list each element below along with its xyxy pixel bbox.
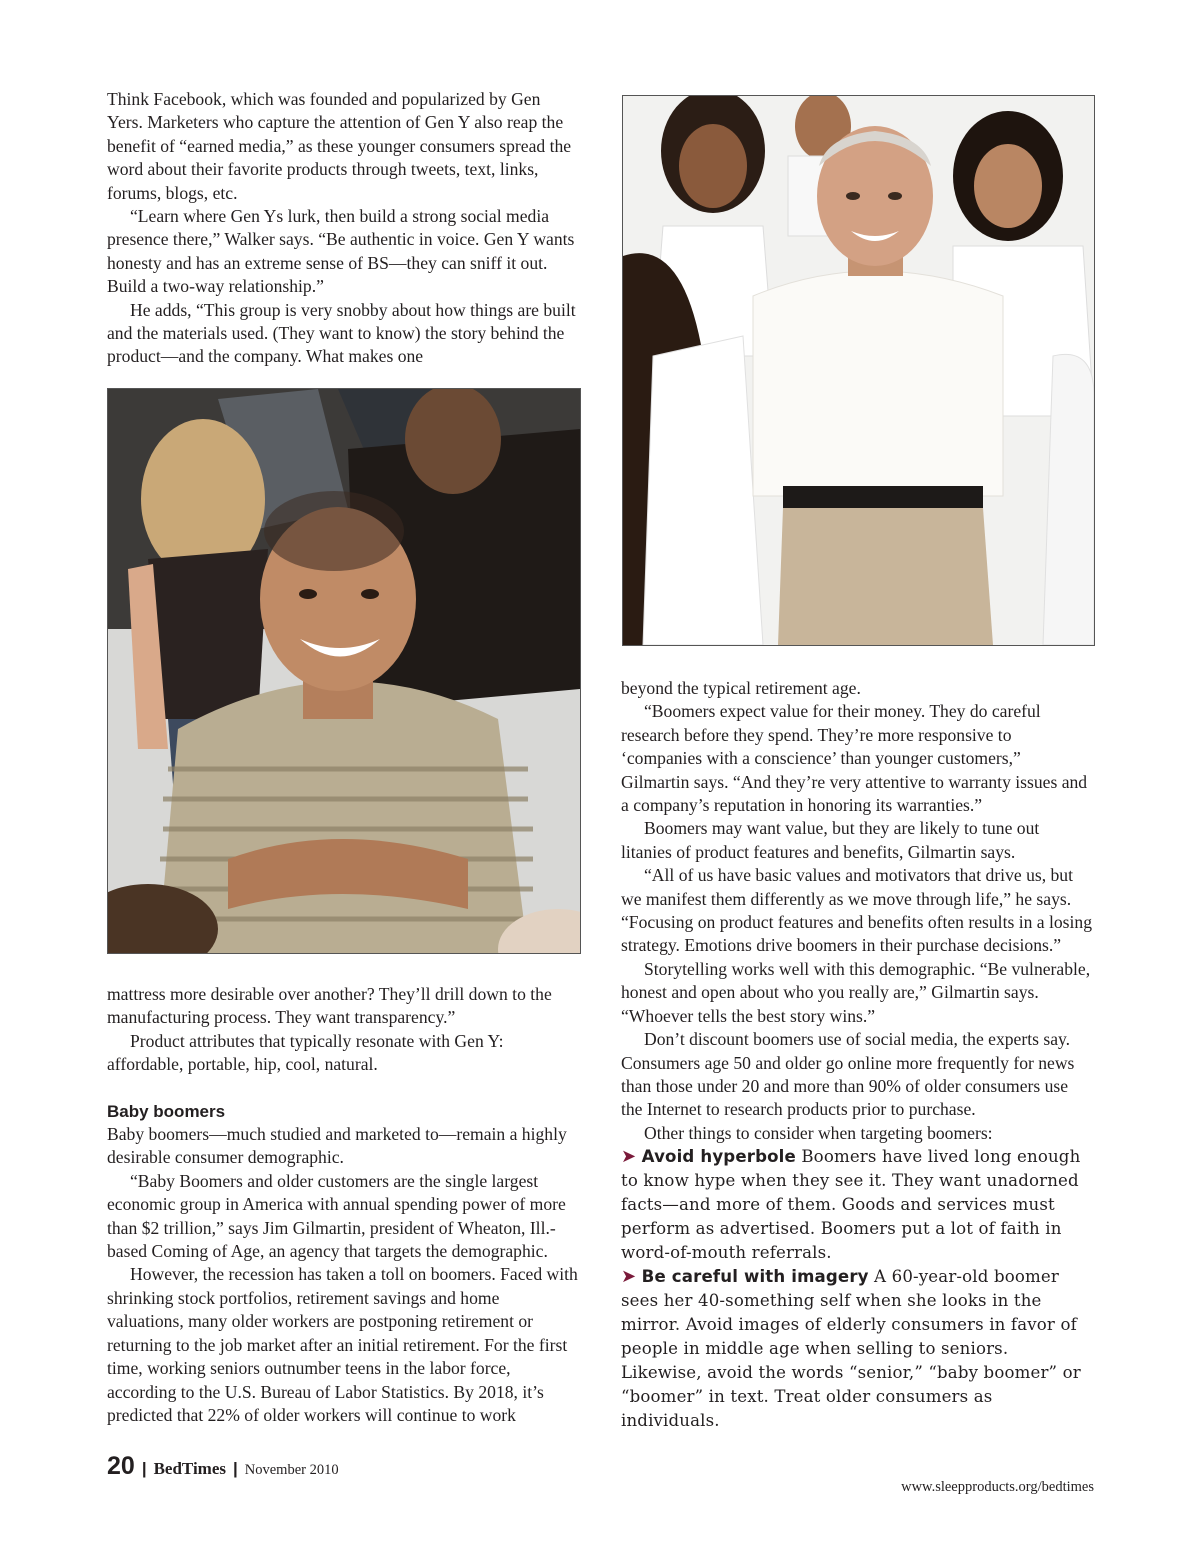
left-column-bottom-text [107, 983, 579, 1427]
tip-careful-imagery [621, 1265, 1093, 1433]
paragraph: Think Facebook, which was founded and popularized by Gen Yers. Marketers who capture the attention of Gen Y also reap the benefit of “earned media,” as these younger consumers spread the word about their favorite products through tweets, text, links, forums, blogs, etc. [107, 89, 572, 203]
paragraph: “All of us have basic values and motivators that drive us, but we manifest them differently as we move through life,” he says. “Focusing on product features and benefits often results in a losing strategy. Emotions drive boomers in their purchase decisions.” [621, 865, 1093, 956]
paragraph: Other things to consider when targeting boomers: [644, 1122, 993, 1143]
footer-separator: | [233, 1459, 238, 1478]
tip-text: A 60-year-old boomer sees her 40-something self when she looks in the mirror. Avoid images of elderly consumers in favor of people in middle age when selling to seniors. Likewise, avoid the words “senior,” “baby boomer” or “boomer” in text. Treat older consumers as individuals. [621, 1267, 1081, 1431]
section-heading: Baby boomers [107, 1101, 226, 1121]
issue-date: November 2010 [244, 1462, 339, 1478]
page-footer [107, 1452, 339, 1482]
website-url: www.sleepproducts.org/bedtimes [901, 1479, 1094, 1495]
footer-separator: | [141, 1459, 147, 1478]
left-column-top-text [107, 88, 579, 369]
tip-text: Boomers have lived long enough to know hype when they see it. They want unadorned facts—and more of them. Goods and services must perform as advertised. Boomers put a lot of faith in word-of-mouth referrals. [621, 1147, 1081, 1263]
tip-lead: Avoid hyperbole [641, 1147, 796, 1167]
tip-lead: Be careful with imagery [641, 1267, 869, 1287]
paragraph: Baby boomers—much studied and marketed to—remain a highly desirable consumer demographic. [107, 1124, 567, 1168]
paragraph: However, the recession has taken a toll on boomers. Faced with shrinking stock portfolios, retirement savings and home valuations, many older workers are postponing retirement or returning to the job market after an initial retirement. For the first time, working seniors outnumber teens in the labor force, according to the U.S. Bureau of Labor Statistics. By 2018, it’s predicted that 22% of older workers will continue to work [107, 1264, 578, 1425]
paragraph: “Boomers expect value for their money. They do careful research before they spend. They’re more responsive to ‘companies with a conscience’ than younger customers,” Gilmartin says. “And they’re very attentive to warranty issues and a company’s reputation in honoring its warranties.” [621, 701, 1088, 816]
paragraph: Don’t discount boomers use of social media, the experts say. Consumers age 50 and older go online more frequently for news than those under 20 and more than 90% of older consumers use the Internet to research products prior to purchase. [621, 1029, 1075, 1120]
arrow-bullet-icon: ➤ [621, 1146, 637, 1168]
paragraph: Storytelling works well with this demographic. “Be vulnerable, honest and open about who you really are,” Gilmartin says. “Whoever tells the best story wins.” [621, 958, 1091, 1026]
paragraph: He adds, “This group is very snobby about how things are built and the materials used. (They want to know) the story behind the product—and the company. What makes one [107, 299, 576, 367]
paragraph: Boomers may want value, but they are likely to tune out litanies of product features and benefits, Gilmartin says. [621, 818, 1040, 862]
paragraph: Product attributes that typically resonate with Gen Y: affordable, portable, hip, cool, natural. [107, 1030, 504, 1075]
magazine-name: BedTimes [153, 1459, 226, 1478]
young-man-crowd-photo [107, 388, 581, 954]
paragraph: beyond the typical retirement age. [621, 678, 861, 698]
page-number: 20 [107, 1452, 135, 1480]
tip-avoid-hyperbole [621, 1145, 1093, 1265]
older-man-crowd-photo [622, 95, 1095, 646]
paragraph: “Baby Boomers and older customers are the single largest economic group in America with annual spending power of more than $2 trillion,” says Jim Gilmartin, president of Wheaton, Ill.-based Coming of Age, an agency that targets the demographic. [107, 1170, 566, 1262]
arrow-bullet-icon: ➤ [621, 1266, 637, 1288]
paragraph: mattress more desirable over another? They’ll drill down to the manufacturing process. They want transparency.” [107, 984, 552, 1028]
paragraph: “Learn where Gen Ys lurk, then build a strong social media presence there,” Walker says. “Be authentic in voice. Gen Y wants honesty and has an extreme sense of BS—they can sniff it out. Build a two-way relationship.” [107, 206, 575, 297]
right-column-text [621, 677, 1093, 1433]
